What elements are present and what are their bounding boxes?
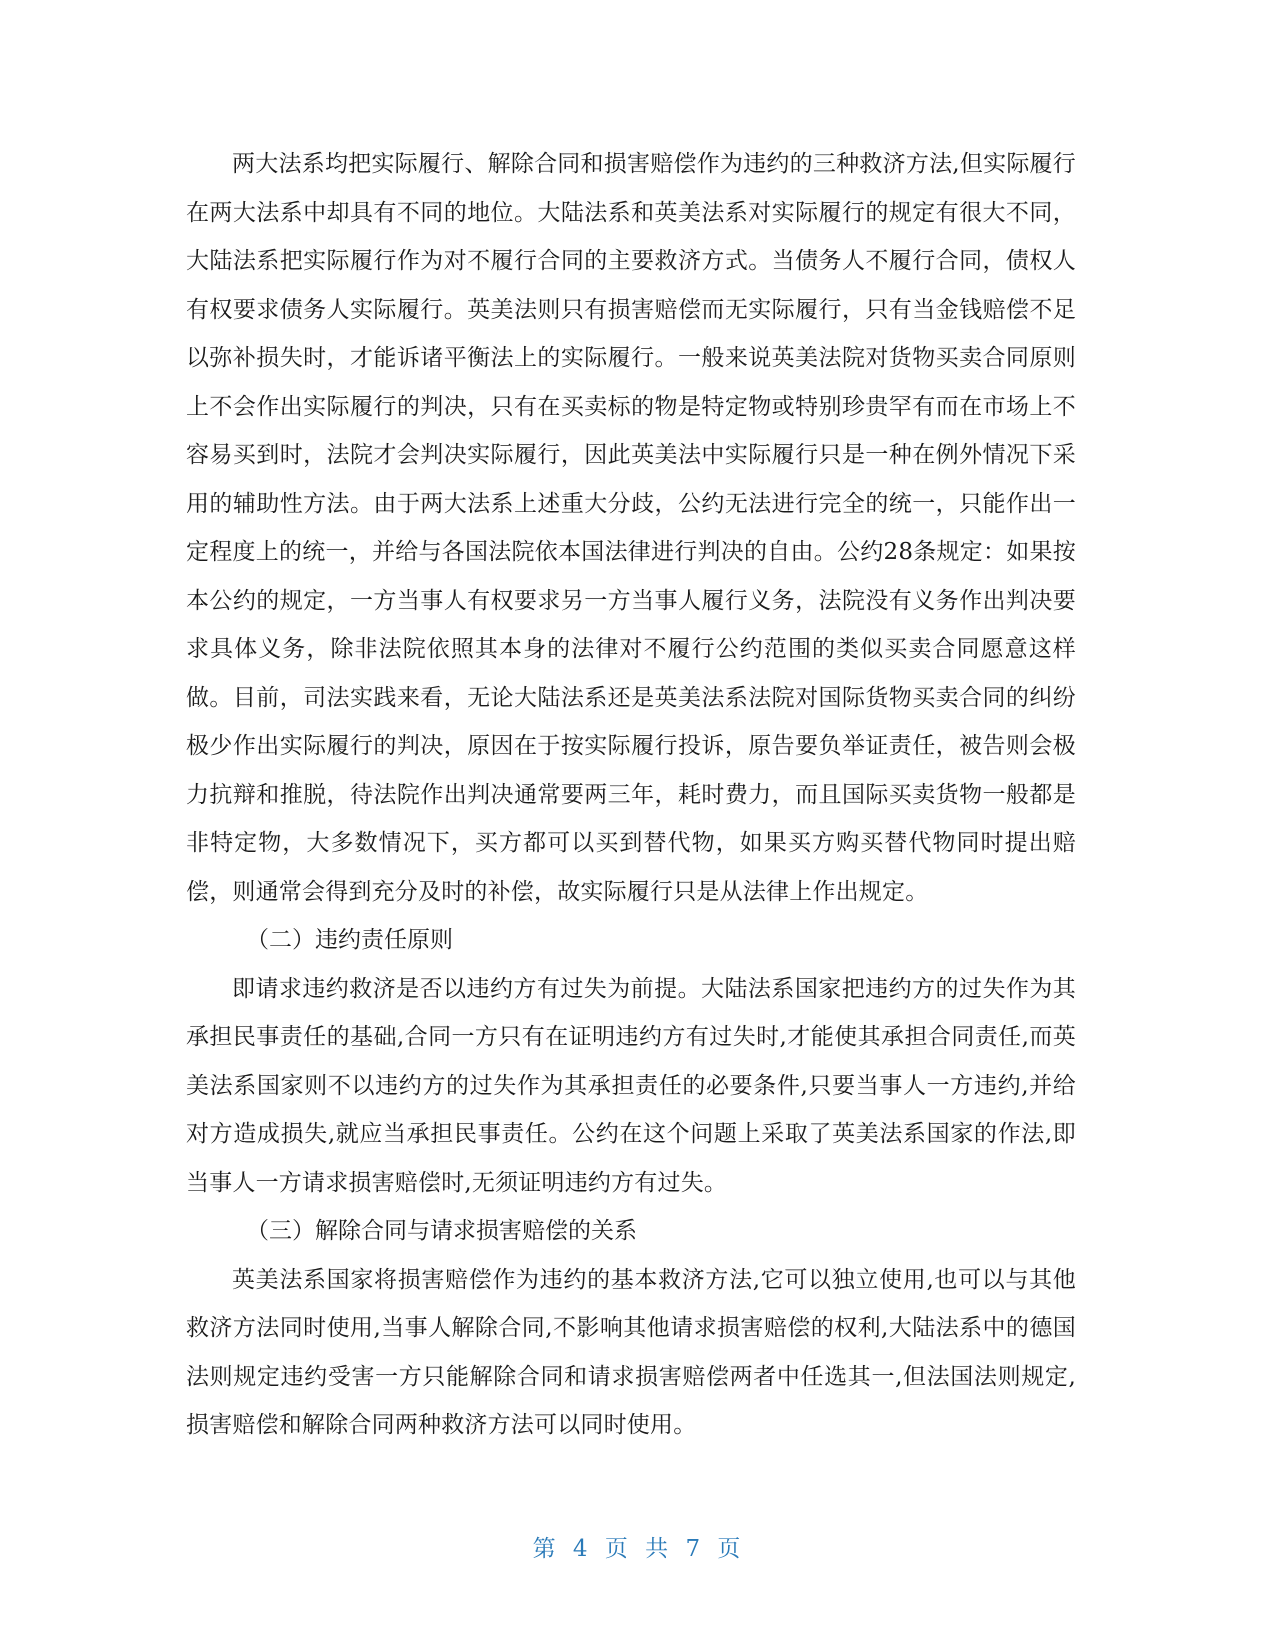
- section-heading-liability-principle: （二）违约责任原则: [246, 927, 453, 953]
- document-body: [186, 140, 1076, 1450]
- paragraph-termination-damages: 英美法系国家将损害赔偿作为违约的基本救济方法,它可以独立使用,也可以与其他救济方法同时使用,当事人解除合同,不影响其他请求损害赔偿的权利,大陆法系中的德国法则规定违约受害一方只能解除合同和请求损害赔偿两者中任选其一,但法国法则规定,损害赔偿和解除合同两种救济方法可以同时使用。: [186, 1266, 1076, 1438]
- paragraph-specific-performance: 两大法系均把实际履行、解除合同和损害赔偿作为违约的三种救济方法,但实际履行在两大法系中却具有不同的地位。大陆法系和英美法系对实际履行的规定有很大不同，大陆法系把实际履行作为对不履行合同的主要救济方式。当债务人不履行合同，债权人有权要求债务人实际履行。英美法则只有损害赔偿而无实际履行，只有当金钱赔偿不足以弥补损失时，才能诉诸平衡法上的实际履行。一般来说英美法院对货物买卖合同原则上不会作出实际履行的判决，只有在买卖标的物是特定物或特别珍贵罕有而在市场上不容易买到时，法院才会判决实际履行，因此英美法中实际履行只是一种在例外情况下采用的辅助性方法。由于两大法系上述重大分歧，公约无法进行完全的统一，只能作出一定程度上的统一，并给与各国法院依本国法律进行判决的自由。公约28条规定：如果按本公约的规定，一方当事人有权要求另一方当事人履行义务，法院没有义务作出判决要求具体义务，除非法院依照其本身的法律对不履行公约范围的类似买卖合同愿意这样做。目前，司法实践来看，无论大陆法系还是英美法系法院对国际货物买卖合同的纠纷极少作出实际履行的判决，原因在于按实际履行投诉，原告要负举证责任，被告则会极力抗辩和推脱，待法院作出判决通常要两三年，耗时费力，而且国际买卖货物一般都是非特定物，大多数情况下，买方都可以买到替代物，如果买方购买替代物同时提出赔偿，则通常会得到充分及时的补偿，故实际履行只是从法律上作出规定。: [186, 151, 1076, 905]
- section-heading-termination-damages: （三）解除合同与请求损害赔偿的关系: [246, 1218, 637, 1244]
- page-number-indicator: 第 4 页 共 7 页: [532, 1536, 743, 1562]
- paragraph-liability-principle: 即请求违约救济是否以违约方有过失为前提。大陆法系国家把违约方的过失作为其承担民事责任的基础,合同一方只有在证明违约方有过失时,才能使其承担合同责任,而英美法系国家则不以违约方的过失作为其承担责任的必要条件,只要当事人一方违约,并给对方造成损失,就应当承担民事责任。公约在这个问题上采取了英美法系国家的作法,即当事人一方请求损害赔偿时,无须证明违约方有过失。: [186, 975, 1076, 1196]
